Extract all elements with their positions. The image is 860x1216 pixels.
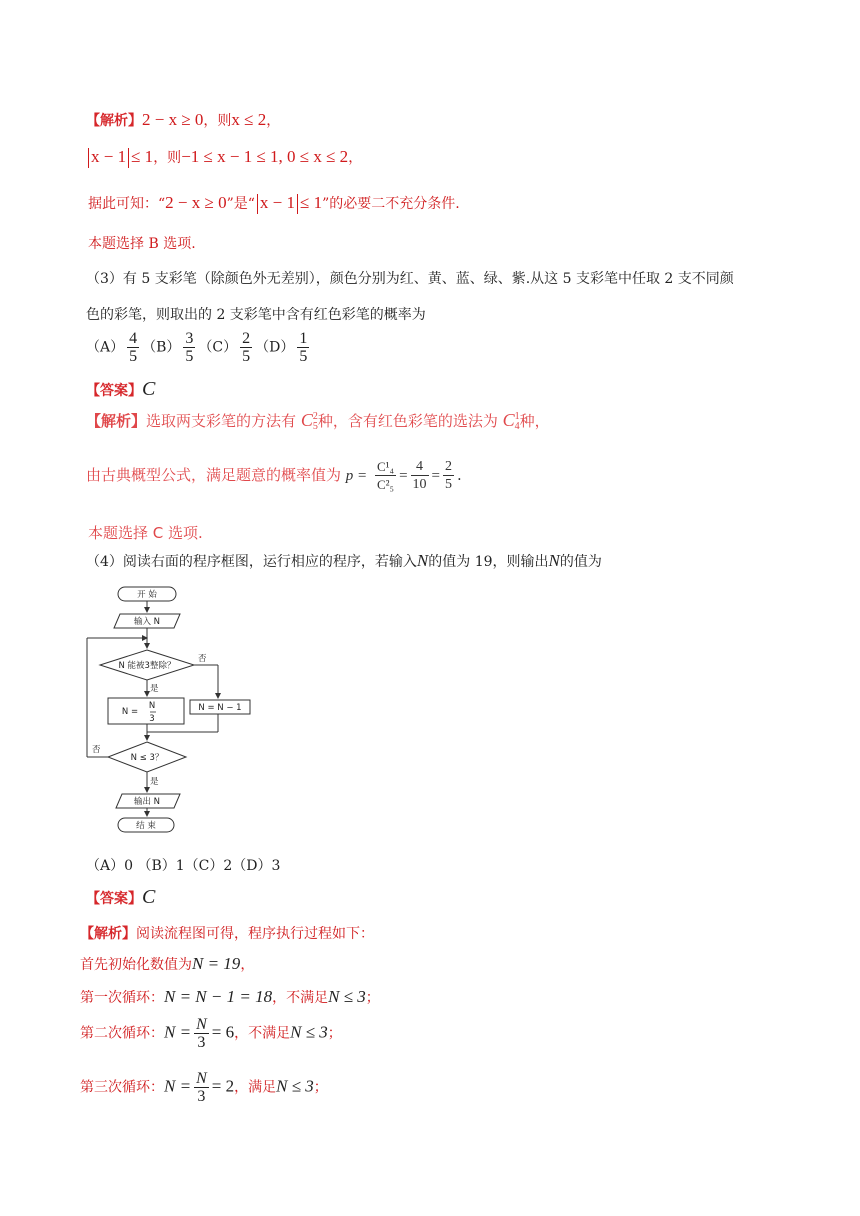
sol2-line2 xyxy=(86,147,362,168)
math-expr: x ≤ 2 xyxy=(231,110,267,129)
q4-loop2-line: 第二次循环：N = $\frac{N}{3}$ = 6，不满足N ≤ 3； xyxy=(80,1016,342,1051)
text: 阅读流程图可得，程序执行过程如下： xyxy=(136,926,374,942)
answer-value: C xyxy=(142,886,156,908)
divide-process xyxy=(108,698,184,724)
no2-label: 否 xyxy=(92,745,101,755)
q3-explanation-line2 xyxy=(86,458,462,493)
math-expr: ≤ 1 xyxy=(300,193,323,212)
text: 的值为 xyxy=(559,554,602,570)
option-b-label: （B） xyxy=(142,339,181,356)
divide-den: 3 xyxy=(149,714,155,724)
text: 的值为 19，则输出 xyxy=(428,554,549,570)
abs-bar xyxy=(88,148,89,168)
combination-c41: C 1 4 xyxy=(502,410,520,432)
abs-bar xyxy=(297,194,298,214)
text: ，则 xyxy=(203,113,232,129)
text: 据此可知：“ xyxy=(88,196,166,212)
text: ， xyxy=(266,113,281,129)
analysis-label: 【解析】 xyxy=(86,113,142,129)
cond1-label: N 能被3整除？ xyxy=(118,661,176,671)
option-a-fraction: $\frac{4}{5}$ xyxy=(129,330,138,365)
yes2-label: 是 xyxy=(150,777,159,787)
abs-bar xyxy=(128,148,129,168)
q4-loop3-line: 第三次循环：N = $\frac{N}{3}$ = 2，满足N ≤ 3； xyxy=(80,1070,328,1105)
math-expr: 2 − x ≥ 0 xyxy=(142,110,204,129)
q3-answer xyxy=(86,378,155,401)
math-var: N xyxy=(416,551,429,570)
q3-stem-line1: （3）有 5 支彩笔（除颜色外无差别），颜色分别为红、黄、蓝、绿、紫.从这 5 支彩笔中任取 2 支不同颜 xyxy=(86,271,734,287)
text: 种， xyxy=(519,412,550,430)
sol2-line3 xyxy=(88,193,460,214)
option-d-label: （D） xyxy=(255,339,295,356)
math-expr: x − 1 xyxy=(259,193,296,212)
end-label: 结 束 xyxy=(136,821,156,831)
sol2-line4: 本题选择 B 选项. xyxy=(88,236,196,252)
no1-label: 否 xyxy=(198,654,207,664)
input-label: 输入 N xyxy=(133,617,161,627)
option-c-label: （C） xyxy=(198,339,238,356)
math-expr: −1 ≤ x − 1 ≤ 1, 0 ≤ x ≤ 2 xyxy=(181,147,349,166)
subtract-label: N = N − 1 xyxy=(198,703,242,713)
q3-explanation-line1 xyxy=(86,410,550,432)
divide-label: N = xyxy=(121,707,139,717)
q3-stem-line2: 色的彩笔，则取出的 2 支彩笔中含有红色彩笔的概率为 xyxy=(86,307,426,323)
text: 种，含有红色彩笔的选法为 xyxy=(317,412,498,430)
text: 选取两支彩笔的方法有 xyxy=(146,412,297,430)
analysis-label: 【解析】 xyxy=(86,412,147,430)
text: 由古典概型公式，满足题意的概率值为 xyxy=(86,466,342,484)
program-flowchart xyxy=(80,582,270,838)
math-expr: x − 1 xyxy=(91,147,127,166)
abs-bar xyxy=(257,194,258,214)
q4-explanation-intro xyxy=(80,923,374,943)
sol2-line1 xyxy=(86,110,280,130)
math-expr: 2 − x ≥ 0 xyxy=(165,193,227,212)
answer-label: 【答案】 xyxy=(86,891,142,907)
q4-answer xyxy=(86,886,155,909)
text: ”的必要二不充分条件. xyxy=(322,196,460,212)
q4-loop1-line: 第一次循环：N = N − 1 = 18，不满足N ≤ 3； xyxy=(80,987,380,1006)
option-d-fraction: $\frac{1}{5}$ xyxy=(299,330,308,365)
analysis-label: 【解析】 xyxy=(80,926,136,942)
math-var: N xyxy=(548,551,560,570)
text: ”是“ xyxy=(226,196,255,212)
option-c-fraction: $\frac{2}{5}$ xyxy=(242,330,251,365)
q3-options xyxy=(86,330,312,365)
math-expr: ≤ 1 xyxy=(131,147,154,166)
q4-stem xyxy=(86,551,602,571)
output-label: 输出 N xyxy=(133,797,161,807)
combination-c52: C 2 5 xyxy=(300,410,318,432)
yes1-label: 是 xyxy=(150,684,159,694)
q4-init-line: 首先初始化数值为N = 19， xyxy=(80,954,255,973)
answer-value: C xyxy=(142,378,156,400)
probability-formula: p = $\frac{\text{C¹₄}}{\text{C²₅}}$ = $\frac{4}{10}$ = $\frac{2}{5}$ . xyxy=(345,459,462,492)
answer-label: 【答案】 xyxy=(86,383,142,399)
divide-num: N xyxy=(148,701,156,711)
cond2-label: N ≤ 3？ xyxy=(130,753,164,763)
text: ， xyxy=(348,150,363,166)
option-b-fraction: $\frac{3}{5}$ xyxy=(185,330,194,365)
q3-explanation-line3: 本题选择 C 选项. xyxy=(88,524,203,542)
start-label: 开 始 xyxy=(137,590,157,600)
text: ，则 xyxy=(153,150,182,166)
q4-options: （A）0 （B）1（C）2（D）3 xyxy=(86,858,281,874)
option-a-label: （A） xyxy=(86,339,125,356)
text: （4）阅读右面的程序框图，运行相应的程序，若输入 xyxy=(86,554,417,570)
